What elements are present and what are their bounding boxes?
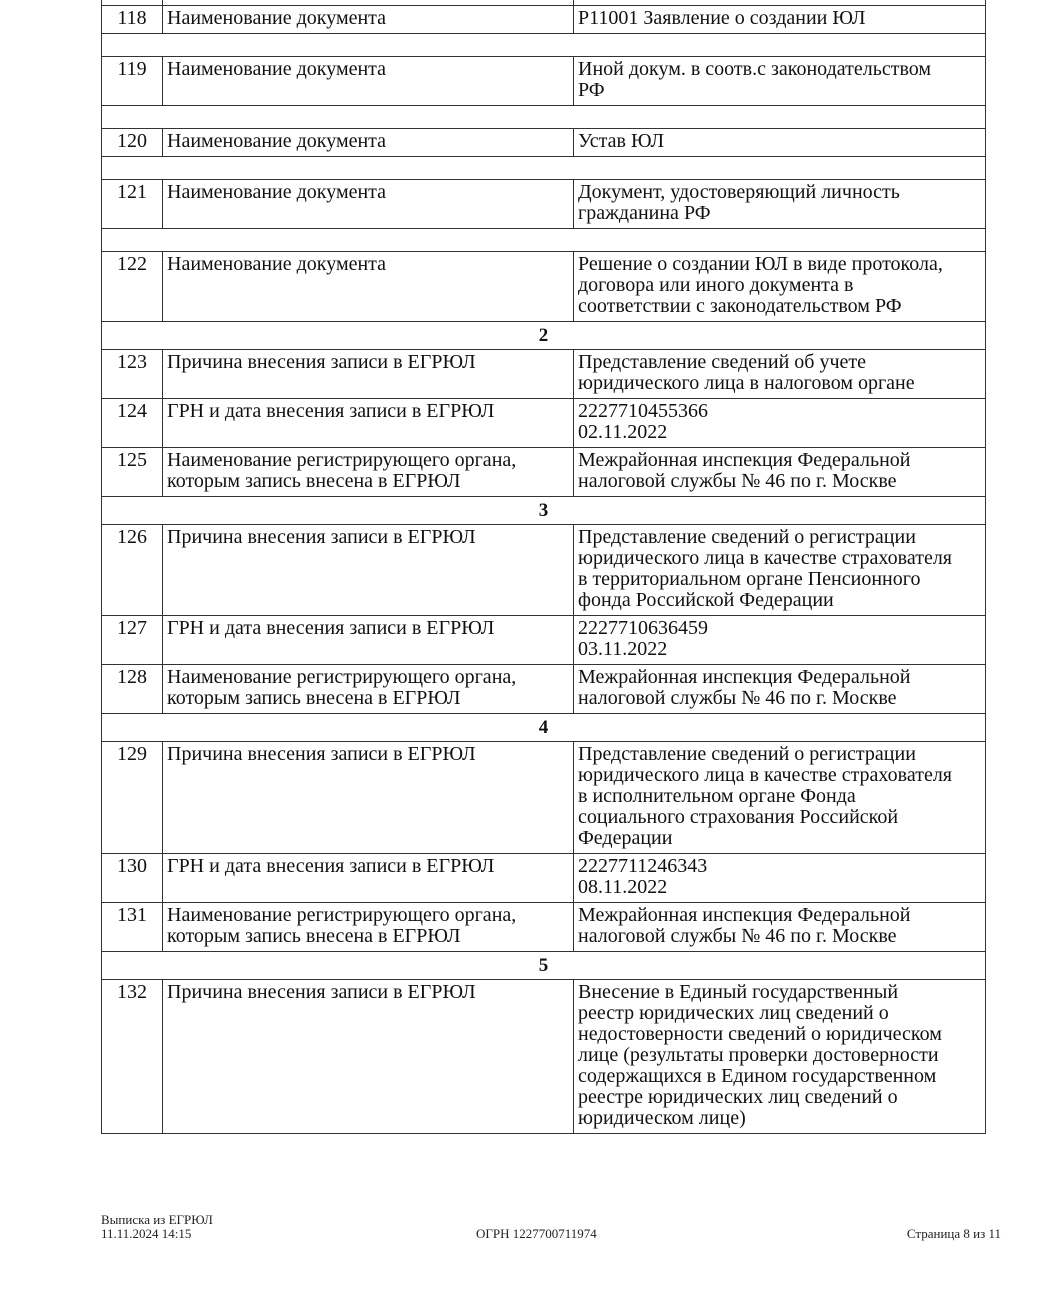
table-row	[102, 854, 986, 903]
row-number: 121	[102, 180, 163, 229]
row-field-value: Межрайонная инспекция Федеральной налоговой службы № 46 по г. Москве	[574, 903, 986, 952]
row-field-name: Наименование регистрирующего органа, которым запись внесена в ЕГРЮЛ	[163, 903, 574, 952]
table-row	[102, 6, 986, 34]
footer-left	[101, 1213, 401, 1241]
spacer-row	[102, 106, 986, 129]
table-row	[102, 180, 986, 229]
row-field-value: Межрайонная инспекция Федеральной налоговой службы № 46 по г. Москве	[574, 448, 986, 497]
row-field-name: Наименование документа	[163, 129, 574, 157]
group-header-row	[102, 322, 986, 350]
row-number: 129	[102, 742, 163, 854]
row-number: 124	[102, 399, 163, 448]
row-number: 123	[102, 350, 163, 399]
group-header-row	[102, 497, 986, 525]
table-row	[102, 742, 986, 854]
spacer-row	[102, 157, 986, 180]
row-field-name: Наименование документа	[163, 6, 574, 34]
footer-ogrn: ОГРН 1227700711974	[476, 1226, 597, 1241]
row-field-value: 2227710636459 03.11.2022	[574, 616, 986, 665]
row-field-name: Причина внесения записи в ЕГРЮЛ	[163, 980, 574, 1134]
row-number: 120	[102, 129, 163, 157]
table-row	[102, 903, 986, 952]
row-field-name: Наименование регистрирующего органа, которым запись внесена в ЕГРЮЛ	[163, 448, 574, 497]
table-row	[102, 129, 986, 157]
row-field-value: Внесение в Единый государственный реестр юридических лиц сведений о недостоверности сведений о юридическом лице (результаты проверки достоверности содержащихся в Едином государственном реестре юридических лиц сведений о юридическом лице)	[574, 980, 986, 1134]
row-field-value: 2227711246343 08.11.2022	[574, 854, 986, 903]
row-number: 126	[102, 525, 163, 616]
row-field-name: Причина внесения записи в ЕГРЮЛ	[163, 350, 574, 399]
egrul-table-body	[102, 0, 986, 1134]
row-number: 125	[102, 448, 163, 497]
row-number: 118	[102, 6, 163, 34]
row-number: 128	[102, 665, 163, 714]
row-field-value: Межрайонная инспекция Федеральной налоговой службы № 46 по г. Москве	[574, 665, 986, 714]
table-row	[102, 665, 986, 714]
row-field-value: Представление сведений об учете юридического лица в налоговом органе	[574, 350, 986, 399]
group-header-row	[102, 714, 986, 742]
row-number: 132	[102, 980, 163, 1134]
table-row	[102, 980, 986, 1134]
row-field-value: Представление сведений о регистрации юридического лица в качестве страхователя в территориальном органе Пенсионного фонда Российской Федерации	[574, 525, 986, 616]
group-number: 2	[102, 322, 986, 350]
table-row	[102, 399, 986, 448]
row-number: 127	[102, 616, 163, 665]
row-field-name: ГРН и дата внесения записи в ЕГРЮЛ	[163, 399, 574, 448]
row-number: 122	[102, 252, 163, 322]
row-field-name: ГРН и дата внесения записи в ЕГРЮЛ	[163, 854, 574, 903]
footer-datetime: 11.11.2024 14:15	[101, 1226, 192, 1241]
table-row	[102, 448, 986, 497]
spacer-row	[102, 229, 986, 252]
row-field-value: Р11001 Заявление о создании ЮЛ	[574, 6, 986, 34]
group-number: 5	[102, 952, 986, 980]
footer-page-number: Страница 8 из 11	[906, 1226, 1001, 1241]
group-number: 3	[102, 497, 986, 525]
row-field-name: Причина внесения записи в ЕГРЮЛ	[163, 525, 574, 616]
row-field-value: Документ, удостоверяющий личность гражданина РФ	[574, 180, 986, 229]
table-row	[102, 525, 986, 616]
table-row	[102, 616, 986, 665]
row-field-value: Иной докум. в соотв.с законодательством РФ	[574, 57, 986, 106]
row-field-name: Наименование документа	[163, 57, 574, 106]
row-number: 130	[102, 854, 163, 903]
footer-doc-title: Выписка из ЕГРЮЛ	[101, 1212, 213, 1227]
row-number: 119	[102, 57, 163, 106]
row-field-value: 2227710455366 02.11.2022	[574, 399, 986, 448]
row-field-name: Наименование документа	[163, 252, 574, 322]
table-row	[102, 252, 986, 322]
row-field-name: Причина внесения записи в ЕГРЮЛ	[163, 742, 574, 854]
group-header-row	[102, 952, 986, 980]
group-number: 4	[102, 714, 986, 742]
table-row	[102, 57, 986, 106]
row-field-value: Представление сведений о регистрации юридического лица в качестве страхователя в исполнительном органе Фонда социального страхования Российской Федерации	[574, 742, 986, 854]
spacer-row	[102, 34, 986, 57]
table-row	[102, 350, 986, 399]
row-field-name: Наименование регистрирующего органа, которым запись внесена в ЕГРЮЛ	[163, 665, 574, 714]
row-field-name: ГРН и дата внесения записи в ЕГРЮЛ	[163, 616, 574, 665]
row-number: 131	[102, 903, 163, 952]
row-field-value: Решение о создании ЮЛ в виде протокола, договора или иного документа в соответствии с законодательством РФ	[574, 252, 986, 322]
row-field-value: Устав ЮЛ	[574, 129, 986, 157]
egrul-table	[101, 0, 986, 1134]
row-field-name: Наименование документа	[163, 180, 574, 229]
